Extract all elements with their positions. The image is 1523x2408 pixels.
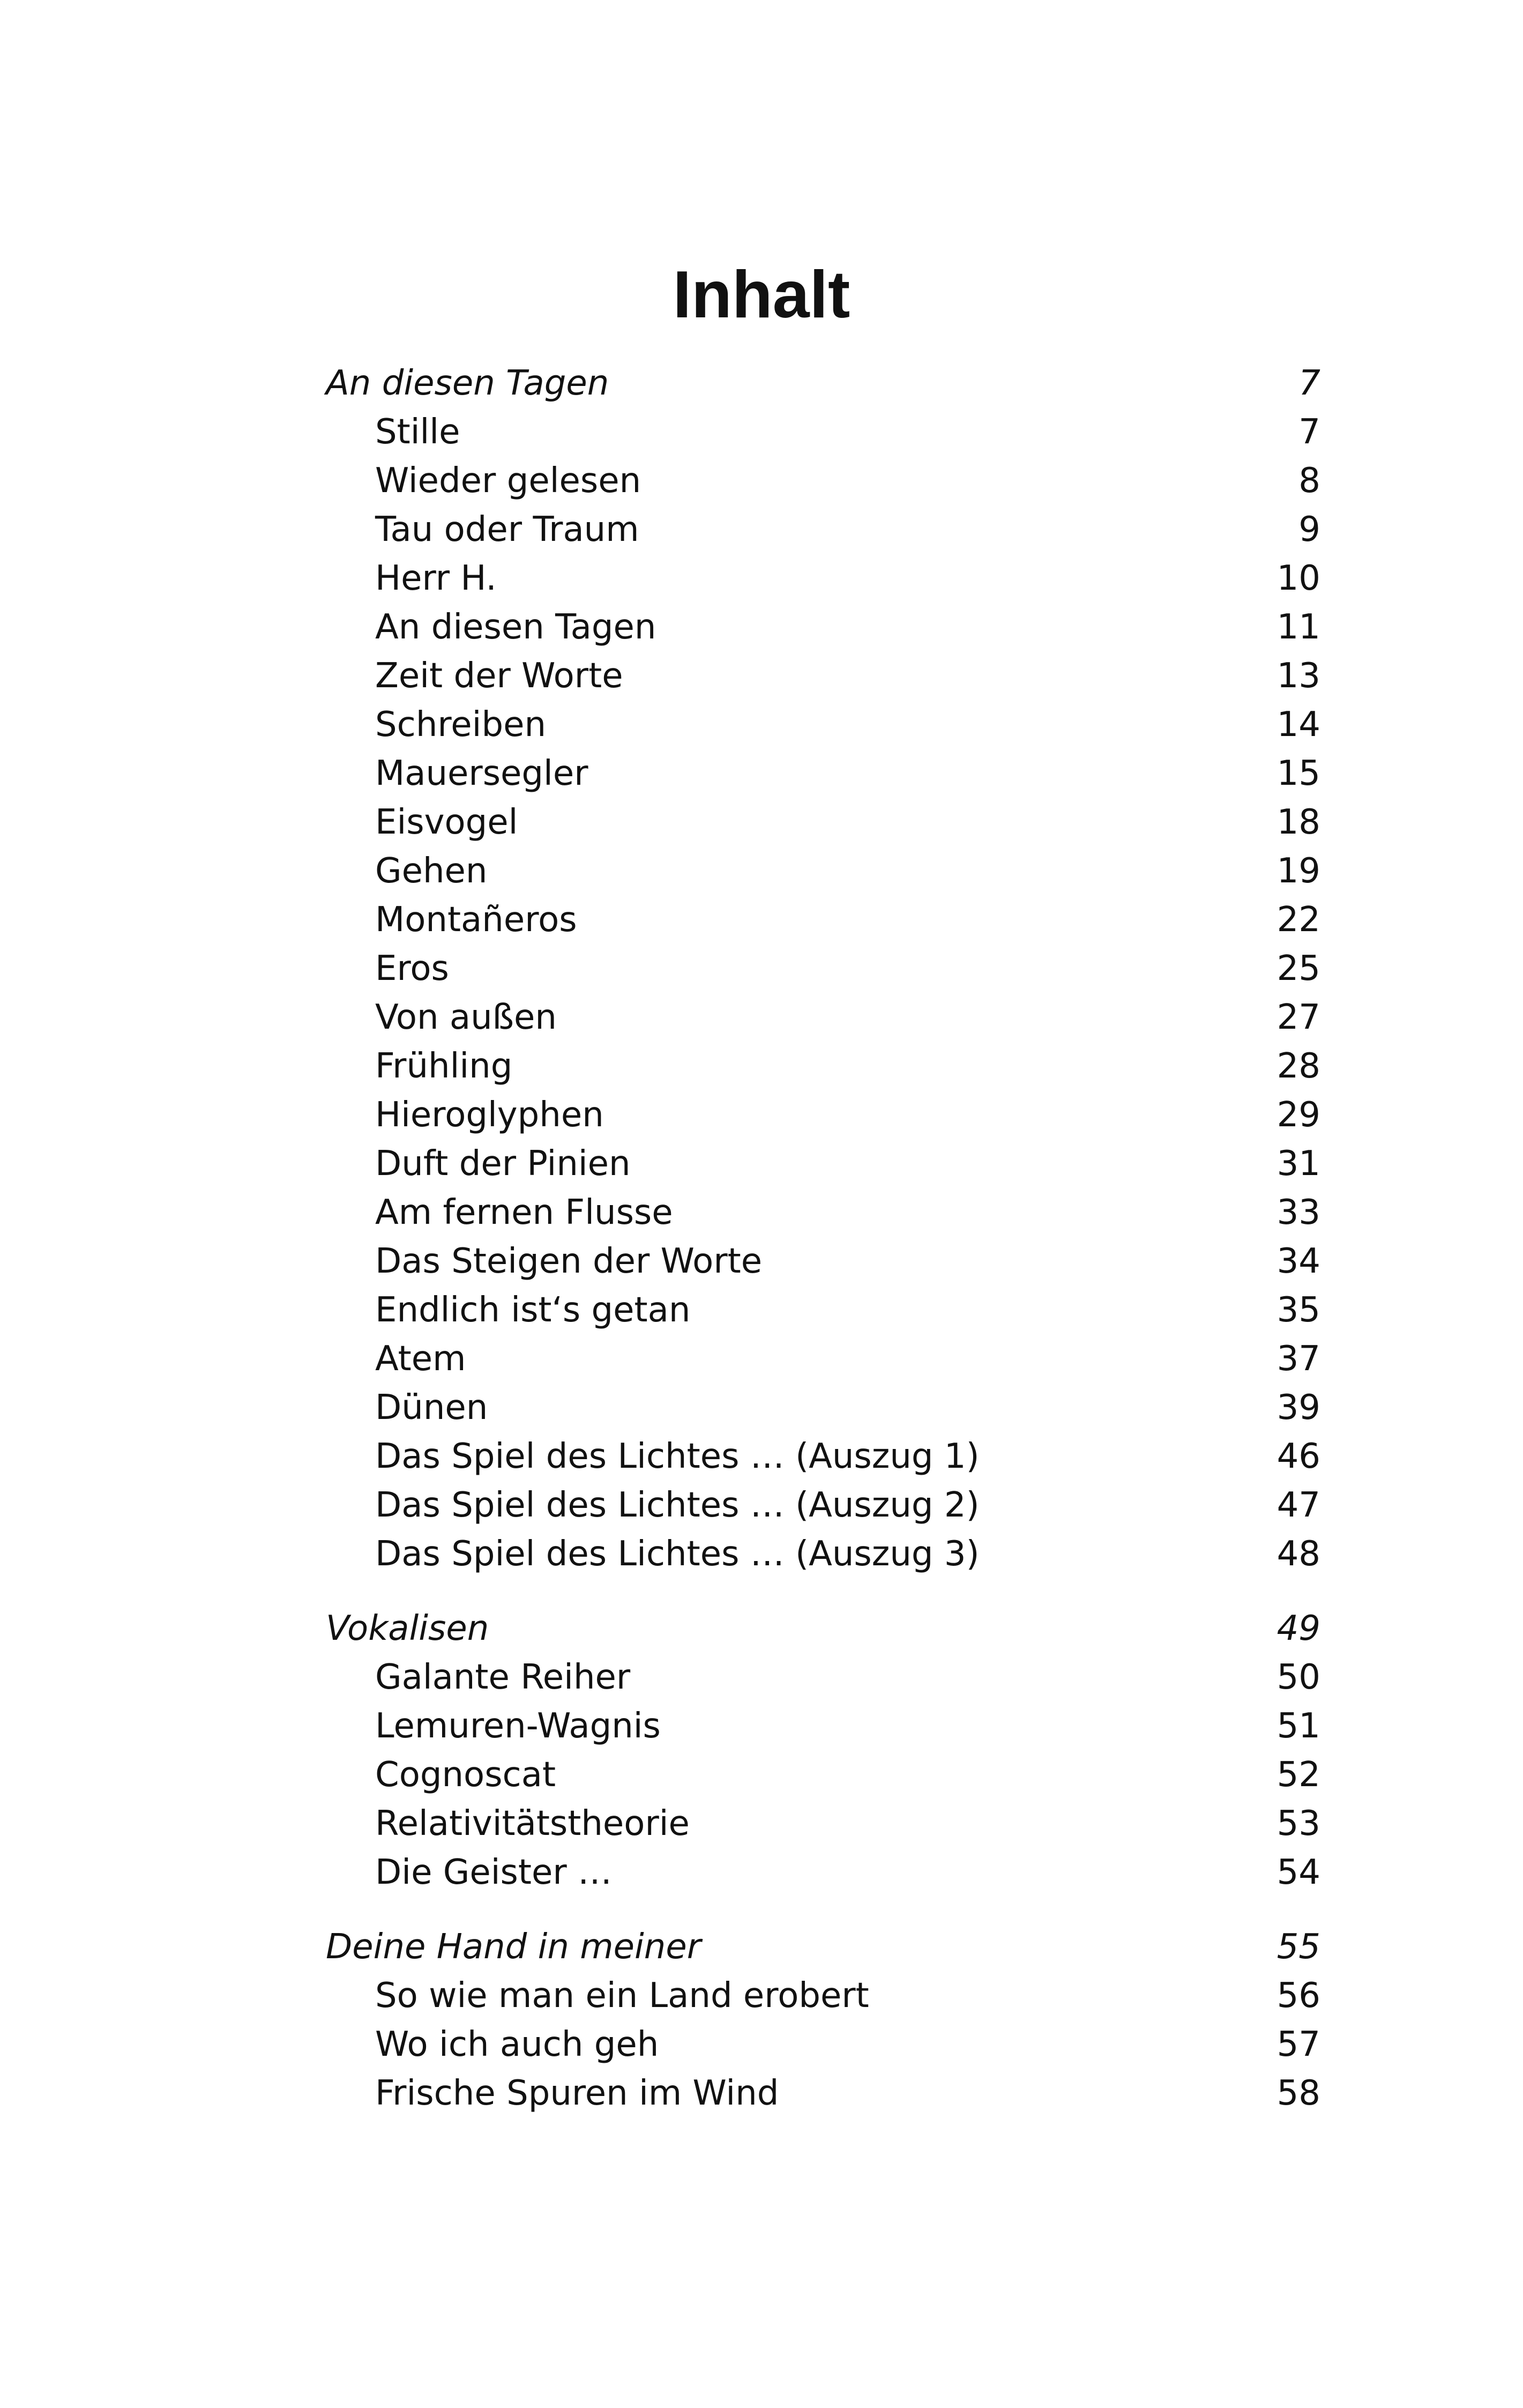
section-page-number: 55 <box>1276 1927 1320 1967</box>
entry-title: Gehen <box>375 851 488 891</box>
entry-page-number: 8 <box>1298 461 1320 501</box>
toc-section-heading <box>326 1923 1320 1972</box>
entry-page-number: 33 <box>1276 1193 1320 1232</box>
entry-page-number: 35 <box>1276 1290 1320 1330</box>
entry-page-number: 22 <box>1276 900 1320 940</box>
toc-section <box>326 1923 1320 2118</box>
entry-page-number: 29 <box>1276 1095 1320 1135</box>
entry-page-number: 9 <box>1298 510 1320 549</box>
entry-page-number: 48 <box>1276 1534 1320 1574</box>
table-of-contents <box>326 359 1320 2144</box>
toc-entry <box>326 701 1320 749</box>
entry-title: Das Spiel des Lichtes … (Auszug 3) <box>375 1534 980 1574</box>
entry-page-number: 50 <box>1276 1658 1320 1697</box>
entry-title: Relativitätstheorie <box>375 1804 690 1844</box>
entry-title: Herr H. <box>375 559 497 598</box>
toc-entry <box>326 1800 1320 1848</box>
entry-title: Wo ich auch geh <box>375 2025 659 2064</box>
toc-entry <box>326 1140 1320 1188</box>
entry-page-number: 51 <box>1276 1706 1320 1746</box>
toc-entry <box>326 1432 1320 1481</box>
section-heading-label: Vokalisen <box>326 1609 489 1648</box>
toc-entry <box>326 1188 1320 1237</box>
toc-entry <box>326 603 1320 652</box>
toc-entry <box>326 798 1320 847</box>
section-page-number: 7 <box>1298 363 1320 403</box>
entry-title: Zeit der Worte <box>375 656 623 696</box>
toc-entry <box>326 1972 1320 2020</box>
entry-title: Das Spiel des Lichtes … (Auszug 2) <box>375 1485 980 1525</box>
toc-entry <box>326 896 1320 945</box>
entry-title: Von außen <box>375 998 557 1037</box>
entry-title: Lemuren-Wagnis <box>375 1706 661 1746</box>
entry-title: Dünen <box>375 1388 488 1428</box>
toc-entry <box>326 1237 1320 1286</box>
toc-entry <box>326 2069 1320 2118</box>
toc-section <box>326 1604 1320 1897</box>
entry-page-number: 34 <box>1276 1242 1320 1281</box>
entry-title: Montañeros <box>375 900 577 940</box>
toc-entry <box>326 847 1320 896</box>
entry-title: Stille <box>375 412 460 452</box>
entry-title: An diesen Tagen <box>375 607 656 647</box>
toc-entry <box>326 945 1320 993</box>
entry-title: Eros <box>375 949 449 989</box>
toc-entry <box>326 1702 1320 1751</box>
toc-entry <box>326 1384 1320 1432</box>
entry-page-number: 13 <box>1276 656 1320 696</box>
entry-page-number: 15 <box>1276 754 1320 793</box>
toc-entry <box>326 1848 1320 1897</box>
entry-title: Frische Spuren im Wind <box>375 2073 779 2113</box>
entry-page-number: 11 <box>1276 607 1320 647</box>
entry-page-number: 47 <box>1276 1485 1320 1525</box>
toc-entry <box>326 457 1320 506</box>
entry-title: Am fernen Flusse <box>375 1193 673 1232</box>
entry-page-number: 54 <box>1276 1853 1320 1892</box>
entry-title: Das Spiel des Lichtes … (Auszug 1) <box>375 1437 980 1476</box>
toc-entry <box>326 1751 1320 1800</box>
entry-title: Frühling <box>375 1046 513 1086</box>
entry-title: Atem <box>375 1339 466 1379</box>
toc-entry <box>326 993 1320 1042</box>
entry-title: Wieder gelesen <box>375 461 641 501</box>
toc-section-heading <box>326 1604 1320 1653</box>
toc-entry <box>326 1653 1320 1702</box>
entry-page-number: 58 <box>1276 2073 1320 2113</box>
entry-title: Schreiben <box>375 705 546 745</box>
entry-page-number: 14 <box>1276 705 1320 745</box>
entry-page-number: 52 <box>1276 1755 1320 1795</box>
entry-page-number: 31 <box>1276 1144 1320 1184</box>
toc-entry <box>326 749 1320 798</box>
toc-entry <box>326 1335 1320 1384</box>
entry-page-number: 10 <box>1276 559 1320 598</box>
entry-title: So wie man ein Land erobert <box>375 1976 869 2016</box>
entry-title: Das Steigen der Worte <box>375 1242 763 1281</box>
entry-page-number: 46 <box>1276 1437 1320 1476</box>
section-page-number: 49 <box>1276 1609 1320 1648</box>
toc-section-heading <box>326 359 1320 408</box>
entry-title: Mauersegler <box>375 754 588 793</box>
toc-section <box>326 359 1320 1579</box>
toc-entry <box>326 1091 1320 1140</box>
toc-entry <box>326 506 1320 554</box>
toc-entry <box>326 652 1320 701</box>
entry-page-number: 25 <box>1276 949 1320 989</box>
page-title: Inhalt <box>673 258 850 332</box>
entry-title: Die Geister … <box>375 1853 612 1892</box>
entry-title: Tau oder Traum <box>375 510 639 549</box>
entry-title: Cognoscat <box>375 1755 556 1795</box>
toc-entry <box>326 1042 1320 1091</box>
entry-title: Eisvogel <box>375 802 518 842</box>
entry-page-number: 27 <box>1276 998 1320 1037</box>
entry-page-number: 53 <box>1276 1804 1320 1844</box>
toc-entry <box>326 1481 1320 1530</box>
section-heading-label: An diesen Tagen <box>326 363 609 403</box>
entry-page-number: 7 <box>1298 412 1320 452</box>
entry-page-number: 28 <box>1276 1046 1320 1086</box>
entry-page-number: 19 <box>1276 851 1320 891</box>
toc-entry <box>326 408 1320 457</box>
toc-entry <box>326 1286 1320 1335</box>
entry-title: Duft der Pinien <box>375 1144 631 1184</box>
entry-page-number: 39 <box>1276 1388 1320 1428</box>
toc-entry <box>326 554 1320 603</box>
entry-title: Endlich ist‘s getan <box>375 1290 691 1330</box>
entry-title: Galante Reiher <box>375 1658 631 1697</box>
entry-page-number: 18 <box>1276 802 1320 842</box>
entry-title: Hieroglyphen <box>375 1095 604 1135</box>
section-heading-label: Deine Hand in meiner <box>326 1927 701 1967</box>
toc-entry <box>326 2020 1320 2069</box>
entry-page-number: 37 <box>1276 1339 1320 1379</box>
toc-entry <box>326 1530 1320 1579</box>
entry-page-number: 56 <box>1276 1976 1320 2016</box>
entry-page-number: 57 <box>1276 2025 1320 2064</box>
